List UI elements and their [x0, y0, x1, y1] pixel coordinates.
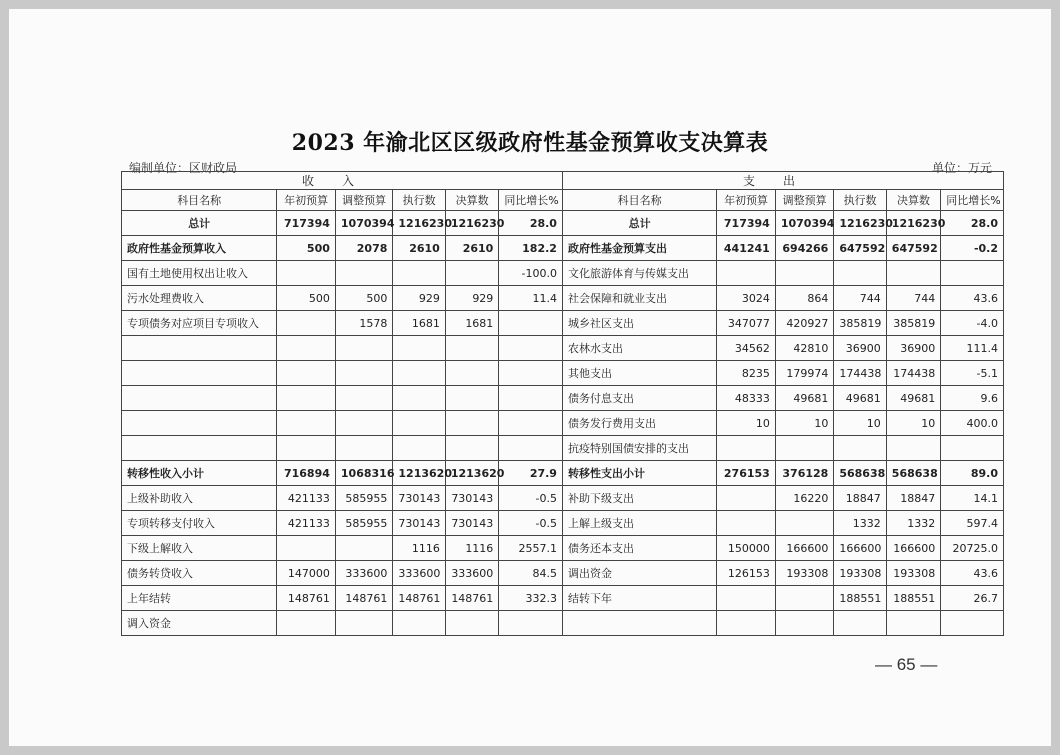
table-row [122, 261, 1004, 286]
expense-item-name: 农林水支出 [562, 336, 716, 361]
value-cell: 333600 [445, 561, 498, 586]
value-cell: 647592 [886, 236, 940, 261]
column-header: 年初预算 [277, 190, 336, 211]
income-item-name: 政府性基金预算收入 [122, 236, 277, 261]
value-cell: 42810 [775, 336, 834, 361]
value-cell [277, 536, 336, 561]
value-cell: 179974 [775, 361, 834, 386]
value-cell [775, 611, 834, 636]
value-cell: 16220 [775, 486, 834, 511]
value-cell: 717394 [717, 211, 776, 236]
table-row [122, 436, 1004, 461]
table-row [122, 311, 1004, 336]
value-cell: 174438 [834, 361, 886, 386]
value-cell: 147000 [277, 561, 336, 586]
income-item-name: 国有土地使用权出让收入 [122, 261, 277, 286]
table-row [122, 511, 1004, 536]
value-cell [445, 411, 498, 436]
income-item-name: 专项转移支付收入 [122, 511, 277, 536]
value-cell: 166600 [834, 536, 886, 561]
value-cell: 400.0 [941, 411, 1004, 436]
value-cell: 694266 [775, 236, 834, 261]
value-cell: 18847 [886, 486, 940, 511]
income-item-name: 上级补助收入 [122, 486, 277, 511]
expense-item-name: 社会保障和就业支出 [562, 286, 716, 311]
income-item-name: 调入资金 [122, 611, 277, 636]
value-cell: 148761 [277, 586, 336, 611]
value-cell [393, 611, 445, 636]
value-cell: 333600 [393, 561, 445, 586]
value-cell: 597.4 [941, 511, 1004, 536]
table-row [122, 561, 1004, 586]
value-cell: 193308 [886, 561, 940, 586]
table-row [122, 486, 1004, 511]
value-cell: 10 [717, 411, 776, 436]
value-cell: 730143 [393, 486, 445, 511]
value-cell: 929 [445, 286, 498, 311]
value-cell [717, 486, 776, 511]
income-group-header: 收入 [122, 172, 563, 190]
value-cell [834, 436, 886, 461]
value-cell: 48333 [717, 386, 776, 411]
table-row [122, 611, 1004, 636]
value-cell: 1216230 [393, 211, 445, 236]
value-cell: 182.2 [499, 236, 563, 261]
expense-item-name: 文化旅游体育与传媒支出 [562, 261, 716, 286]
value-cell: 89.0 [941, 461, 1004, 486]
income-item-name: 下级上解收入 [122, 536, 277, 561]
value-cell [717, 586, 776, 611]
value-cell [775, 511, 834, 536]
value-cell: 744 [834, 286, 886, 311]
income-item-name: 上年结转 [122, 586, 277, 611]
value-cell: 28.0 [941, 211, 1004, 236]
value-cell: -5.1 [941, 361, 1004, 386]
expense-item-name: 政府性基金预算支出 [562, 236, 716, 261]
value-cell: 730143 [445, 486, 498, 511]
value-cell: 1681 [393, 311, 445, 336]
value-cell: 1116 [445, 536, 498, 561]
value-cell: 26.7 [941, 586, 1004, 611]
value-cell: 2610 [445, 236, 498, 261]
expense-item-name: 上解上级支出 [562, 511, 716, 536]
expense-item-name [562, 611, 716, 636]
value-cell [277, 436, 336, 461]
value-cell: 1216230 [445, 211, 498, 236]
value-cell [335, 536, 393, 561]
value-cell: 421133 [277, 486, 336, 511]
value-cell [499, 336, 563, 361]
value-cell [445, 386, 498, 411]
income-item-name: 转移性收入小计 [122, 461, 277, 486]
column-header: 决算数 [886, 190, 940, 211]
page-title: 2023 年渝北区区级政府性基金预算收支决算表 [291, 130, 769, 156]
value-cell [393, 386, 445, 411]
value-cell [445, 611, 498, 636]
value-cell: -0.5 [499, 486, 563, 511]
value-cell [393, 411, 445, 436]
value-cell: 500 [335, 286, 393, 311]
column-header: 科目名称 [562, 190, 716, 211]
value-cell: 500 [277, 286, 336, 311]
value-cell [277, 261, 336, 286]
value-cell: 1213620 [393, 461, 445, 486]
value-cell: 34562 [717, 336, 776, 361]
value-cell [335, 361, 393, 386]
value-cell: 420927 [775, 311, 834, 336]
value-cell: 27.9 [499, 461, 563, 486]
page-number: — 65 — [875, 655, 938, 674]
column-header: 同比增长% [499, 190, 563, 211]
value-cell [717, 511, 776, 536]
value-cell: 1070394 [775, 211, 834, 236]
expense-item-name: 转移性支出小计 [562, 461, 716, 486]
income-item-name [122, 386, 277, 411]
table-row [122, 411, 1004, 436]
value-cell: 744 [886, 286, 940, 311]
column-header: 调整预算 [335, 190, 393, 211]
value-cell [941, 436, 1004, 461]
value-cell [941, 611, 1004, 636]
value-cell: 1332 [834, 511, 886, 536]
income-item-name: 总计 [122, 211, 277, 236]
column-header: 执行数 [393, 190, 445, 211]
value-cell: 730143 [445, 511, 498, 536]
value-cell: 188551 [886, 586, 940, 611]
income-item-name: 债务转贷收入 [122, 561, 277, 586]
income-item-name: 专项债务对应项目专项收入 [122, 311, 277, 336]
column-header: 同比增长% [941, 190, 1004, 211]
value-cell [277, 411, 336, 436]
table-row [122, 461, 1004, 486]
value-cell: 717394 [277, 211, 336, 236]
value-cell: 1216230 [834, 211, 886, 236]
value-cell [775, 261, 834, 286]
value-cell [335, 611, 393, 636]
value-cell: 10 [775, 411, 834, 436]
value-cell: 376128 [775, 461, 834, 486]
value-cell: 1216230 [886, 211, 940, 236]
value-cell: 864 [775, 286, 834, 311]
value-cell: 568638 [834, 461, 886, 486]
value-cell: 84.5 [499, 561, 563, 586]
value-cell: 276153 [717, 461, 776, 486]
value-cell [335, 386, 393, 411]
expense-item-name: 债务付息支出 [562, 386, 716, 411]
value-cell: 585955 [335, 486, 393, 511]
value-cell: 2610 [393, 236, 445, 261]
value-cell: -100.0 [499, 261, 563, 286]
value-cell [335, 261, 393, 286]
column-header: 年初预算 [717, 190, 776, 211]
value-cell [886, 611, 940, 636]
value-cell [335, 411, 393, 436]
value-cell: 126153 [717, 561, 776, 586]
value-cell: 1332 [886, 511, 940, 536]
expense-item-name: 补助下级支出 [562, 486, 716, 511]
value-cell: 421133 [277, 511, 336, 536]
value-cell: 174438 [886, 361, 940, 386]
value-cell [499, 411, 563, 436]
table-row [122, 386, 1004, 411]
value-cell: 332.3 [499, 586, 563, 611]
value-cell [499, 611, 563, 636]
value-cell: 441241 [717, 236, 776, 261]
value-cell: 148761 [335, 586, 393, 611]
value-cell: 3024 [717, 286, 776, 311]
table-row [122, 536, 1004, 561]
value-cell [717, 261, 776, 286]
value-cell: 11.4 [499, 286, 563, 311]
column-header: 科目名称 [122, 190, 277, 211]
value-cell: 1578 [335, 311, 393, 336]
value-cell: 193308 [834, 561, 886, 586]
value-cell: 929 [393, 286, 445, 311]
value-cell: 385819 [834, 311, 886, 336]
value-cell: 1070394 [335, 211, 393, 236]
value-cell: 36900 [886, 336, 940, 361]
value-cell: 585955 [335, 511, 393, 536]
value-cell [277, 311, 336, 336]
value-cell [775, 586, 834, 611]
column-header: 执行数 [834, 190, 886, 211]
value-cell [393, 361, 445, 386]
income-item-name: 污水处理费收入 [122, 286, 277, 311]
table-row [122, 361, 1004, 386]
expense-item-name: 调出资金 [562, 561, 716, 586]
value-cell [717, 611, 776, 636]
value-cell: 148761 [445, 586, 498, 611]
column-header: 调整预算 [775, 190, 834, 211]
value-cell: 111.4 [941, 336, 1004, 361]
value-cell: 716894 [277, 461, 336, 486]
value-cell [277, 361, 336, 386]
value-cell: 568638 [886, 461, 940, 486]
value-cell: 647592 [834, 236, 886, 261]
value-cell: 2078 [335, 236, 393, 261]
value-cell: 188551 [834, 586, 886, 611]
value-cell [393, 261, 445, 286]
value-cell [499, 361, 563, 386]
value-cell: 500 [277, 236, 336, 261]
column-header: 决算数 [445, 190, 498, 211]
table-row [122, 286, 1004, 311]
value-cell [886, 261, 940, 286]
value-cell [445, 261, 498, 286]
value-cell: 28.0 [499, 211, 563, 236]
value-cell: -0.2 [941, 236, 1004, 261]
value-cell [277, 336, 336, 361]
value-cell [834, 611, 886, 636]
value-cell: 8235 [717, 361, 776, 386]
value-cell [445, 361, 498, 386]
value-cell: 347077 [717, 311, 776, 336]
value-cell: 36900 [834, 336, 886, 361]
expense-item-name: 总计 [562, 211, 716, 236]
expense-item-name: 城乡社区支出 [562, 311, 716, 336]
value-cell: 193308 [775, 561, 834, 586]
value-cell: 10 [834, 411, 886, 436]
value-cell: 49681 [834, 386, 886, 411]
value-cell [335, 436, 393, 461]
column-header-row [122, 190, 1004, 211]
value-cell [277, 386, 336, 411]
expense-group-header: 支出 [562, 172, 1003, 190]
value-cell [717, 436, 776, 461]
value-cell [445, 336, 498, 361]
value-cell [277, 611, 336, 636]
expense-item-name: 其他支出 [562, 361, 716, 386]
group-header-row [122, 172, 1004, 190]
value-cell: -4.0 [941, 311, 1004, 336]
value-cell: 1681 [445, 311, 498, 336]
value-cell [499, 436, 563, 461]
value-cell: 43.6 [941, 286, 1004, 311]
expense-item-name: 债务还本支出 [562, 536, 716, 561]
value-cell: 10 [886, 411, 940, 436]
value-cell: 1213620 [445, 461, 498, 486]
income-item-name [122, 361, 277, 386]
value-cell: 166600 [886, 536, 940, 561]
value-cell: 1116 [393, 536, 445, 561]
value-cell: 49681 [775, 386, 834, 411]
value-cell: 20725.0 [941, 536, 1004, 561]
value-cell [499, 311, 563, 336]
income-item-name [122, 436, 277, 461]
value-cell: 14.1 [941, 486, 1004, 511]
value-cell: 49681 [886, 386, 940, 411]
value-cell: 43.6 [941, 561, 1004, 586]
value-cell [335, 336, 393, 361]
value-cell: 730143 [393, 511, 445, 536]
value-cell [886, 436, 940, 461]
income-item-name [122, 336, 277, 361]
table-row [122, 586, 1004, 611]
value-cell [393, 336, 445, 361]
expense-item-name: 债务发行费用支出 [562, 411, 716, 436]
compiling-unit: 编制单位：区财政局 [129, 161, 238, 175]
value-cell: 1068316 [335, 461, 393, 486]
budget-table [121, 171, 1004, 636]
value-cell: 18847 [834, 486, 886, 511]
value-cell [941, 261, 1004, 286]
value-cell: 166600 [775, 536, 834, 561]
value-cell: 148761 [393, 586, 445, 611]
expense-item-name: 结转下年 [562, 586, 716, 611]
value-cell: 9.6 [941, 386, 1004, 411]
table-row [122, 236, 1004, 261]
value-cell: 385819 [886, 311, 940, 336]
expense-item-name: 抗疫特别国债安排的支出 [562, 436, 716, 461]
value-cell: 150000 [717, 536, 776, 561]
value-cell [775, 436, 834, 461]
value-cell: -0.5 [499, 511, 563, 536]
income-item-name [122, 411, 277, 436]
table-row [122, 336, 1004, 361]
table-row [122, 211, 1004, 236]
value-cell: 2557.1 [499, 536, 563, 561]
value-cell [499, 386, 563, 411]
value-cell [445, 436, 498, 461]
value-cell [393, 436, 445, 461]
document-page [9, 9, 1051, 746]
currency-unit: 单位：万元 [931, 161, 992, 175]
value-cell: 333600 [335, 561, 393, 586]
value-cell [834, 261, 886, 286]
